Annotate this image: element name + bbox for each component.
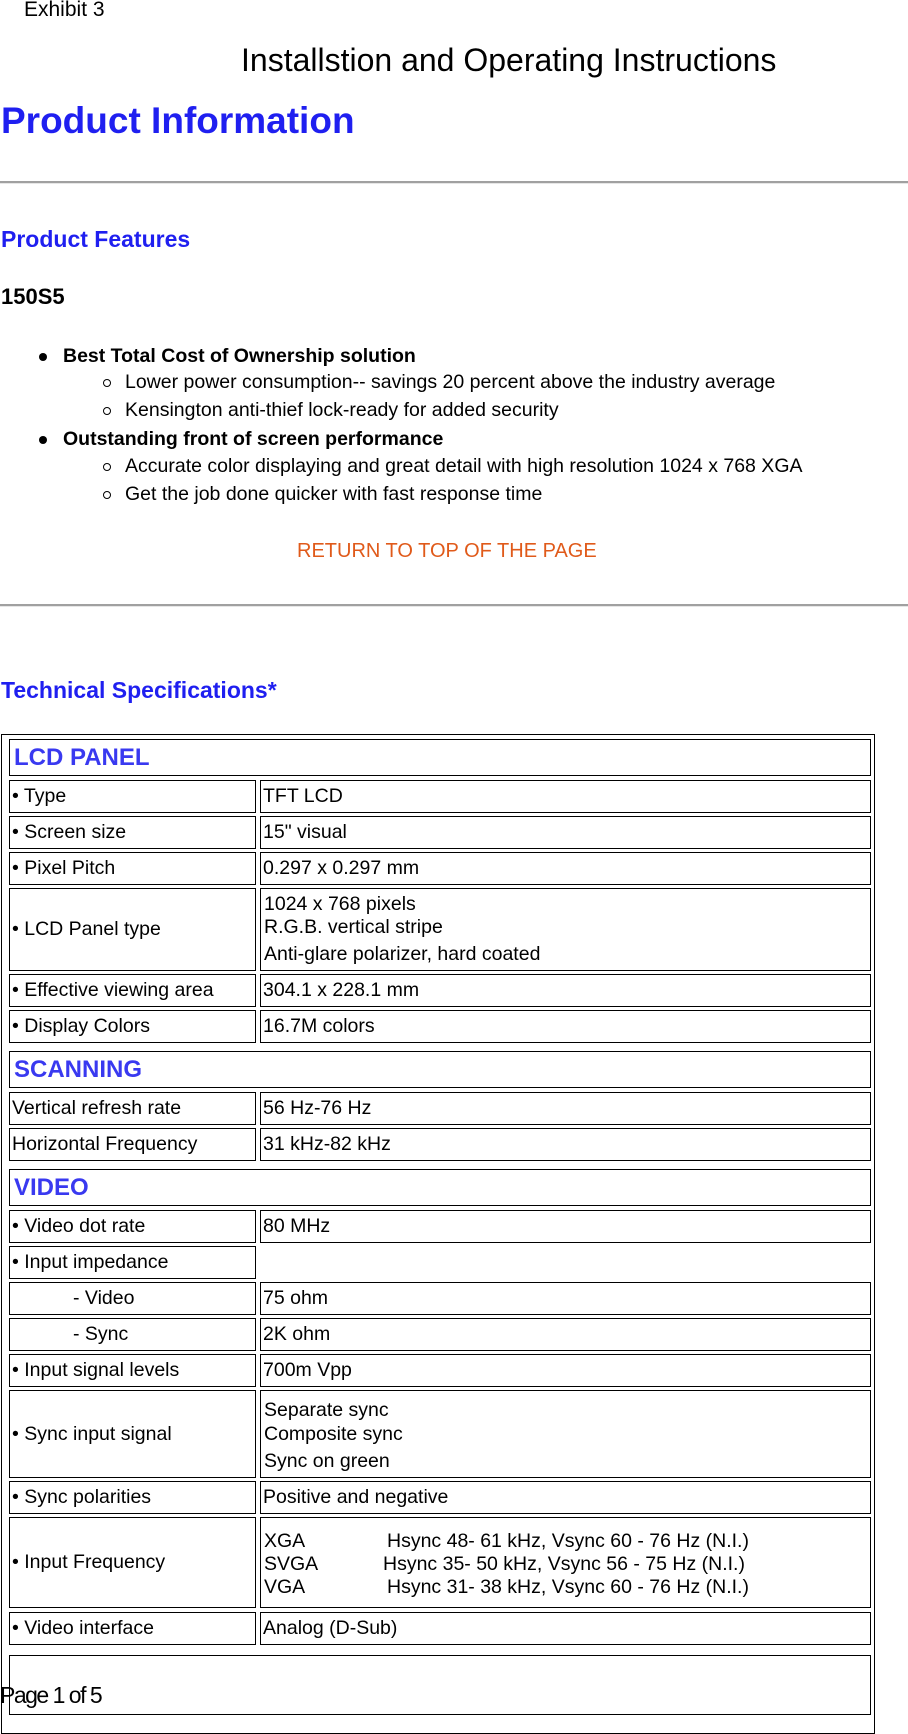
section-header-scanning: SCANNING <box>9 1051 871 1088</box>
spec-value-multiline <box>260 888 871 971</box>
spec-value: 304.1 x 228.1 mm <box>260 974 871 1007</box>
spec-value: TFT LCD <box>260 780 871 813</box>
return-to-top-link[interactable]: RETURN TO TOP OF THE PAGE <box>297 540 597 562</box>
feature-sub-item: Accurate color displaying and great detail with high resolution 1024 x 768 XGA <box>125 455 803 477</box>
specs-heading: Technical Specifications* <box>1 677 277 703</box>
spec-label: • Display Colors <box>9 1010 256 1043</box>
spec-label: • Video interface <box>9 1612 256 1645</box>
spec-label: - Video <box>9 1282 256 1315</box>
spec-value: 31 kHz-82 kHz <box>260 1128 871 1161</box>
spec-value-line: 1024 x 768 pixels <box>264 893 416 915</box>
freq-value: Hsync 48- 61 kHz, Vsync 60 - 76 Hz (N.I.) <box>387 1530 749 1552</box>
spec-label: • Input impedance <box>9 1246 256 1279</box>
feature-bullet: Outstanding front of screen performance <box>63 428 444 450</box>
spec-label: • Type <box>9 780 256 813</box>
spec-label: • Sync input signal <box>9 1390 256 1478</box>
spec-label: Vertical refresh rate <box>9 1092 256 1125</box>
page-number: Page 1 of 5 <box>0 1682 102 1708</box>
spec-label: • Input Frequency <box>9 1517 256 1608</box>
spec-value-line: Anti-glare polarizer, hard coated <box>264 943 541 965</box>
spec-value: 15" visual <box>260 816 871 849</box>
spec-value: 0.297 x 0.297 mm <box>260 852 871 885</box>
feature-bullet: Best Total Cost of Ownership solution <box>63 345 416 367</box>
model-name: 150S5 <box>1 284 65 309</box>
document-title: Installstion and Operating Instructions <box>241 42 777 78</box>
spec-value: 75 ohm <box>260 1282 871 1315</box>
section-header-lcd-panel: LCD PANEL <box>9 739 871 776</box>
feature-sub-item: Get the job done quicker with fast response time <box>125 483 543 505</box>
page-heading: Product Information <box>1 100 355 141</box>
freq-mode: XGA <box>264 1530 306 1552</box>
spec-value-line: Separate sync <box>264 1399 389 1421</box>
sub-bullet-circle <box>103 407 111 415</box>
spec-label: - Sync <box>9 1318 256 1351</box>
spec-label: • Effective viewing area <box>9 974 256 1007</box>
spec-row-continued <box>9 1655 871 1715</box>
feature-sub-item: Lower power consumption-- savings 20 percent above the industry average <box>125 371 776 393</box>
features-heading: Product Features <box>1 226 191 252</box>
spec-label: • Screen size <box>9 816 256 849</box>
spec-label: • LCD Panel type <box>9 888 256 971</box>
spec-value-freq <box>260 1517 871 1608</box>
bullet-dot <box>39 436 47 444</box>
freq-mode: VGA <box>264 1576 306 1598</box>
spec-label: • Input signal levels <box>9 1354 256 1387</box>
spec-value: Analog (D-Sub) <box>260 1612 871 1645</box>
horizontal-rule <box>0 181 908 184</box>
spec-value: Positive and negative <box>260 1481 871 1514</box>
spec-table <box>1 734 875 1734</box>
sub-bullet-circle <box>103 463 111 471</box>
freq-mode: SVGA <box>264 1553 319 1575</box>
bullet-dot <box>39 353 47 361</box>
spec-value: 16.7M colors <box>260 1010 871 1043</box>
spec-value-line: Sync on green <box>264 1450 390 1472</box>
spec-label: • Sync polarities <box>9 1481 256 1514</box>
spec-value: 80 MHz <box>260 1210 871 1243</box>
spec-value-line: Composite sync <box>264 1423 403 1445</box>
sub-bullet-circle <box>103 491 111 499</box>
spec-value-line: R.G.B. vertical stripe <box>264 916 443 938</box>
spec-value: 2K ohm <box>260 1318 871 1351</box>
horizontal-rule <box>0 604 908 607</box>
sub-bullet-circle <box>103 379 111 387</box>
section-header-video: VIDEO <box>9 1169 871 1206</box>
freq-value: Hsync 35- 50 kHz, Vsync 56 - 75 Hz (N.I.) <box>383 1553 745 1575</box>
spec-label: Horizontal Frequency <box>9 1128 256 1161</box>
spec-value-multiline <box>260 1390 871 1478</box>
freq-value: Hsync 31- 38 kHz, Vsync 60 - 76 Hz (N.I.) <box>387 1576 749 1598</box>
spec-value: 700m Vpp <box>260 1354 871 1387</box>
exhibit-label: Exhibit 3 <box>24 0 105 21</box>
feature-sub-item: Kensington anti-thief lock-ready for added security <box>125 399 559 421</box>
spec-label: • Pixel Pitch <box>9 852 256 885</box>
spec-value: 56 Hz-76 Hz <box>260 1092 871 1125</box>
spec-label: • Video dot rate <box>9 1210 256 1243</box>
